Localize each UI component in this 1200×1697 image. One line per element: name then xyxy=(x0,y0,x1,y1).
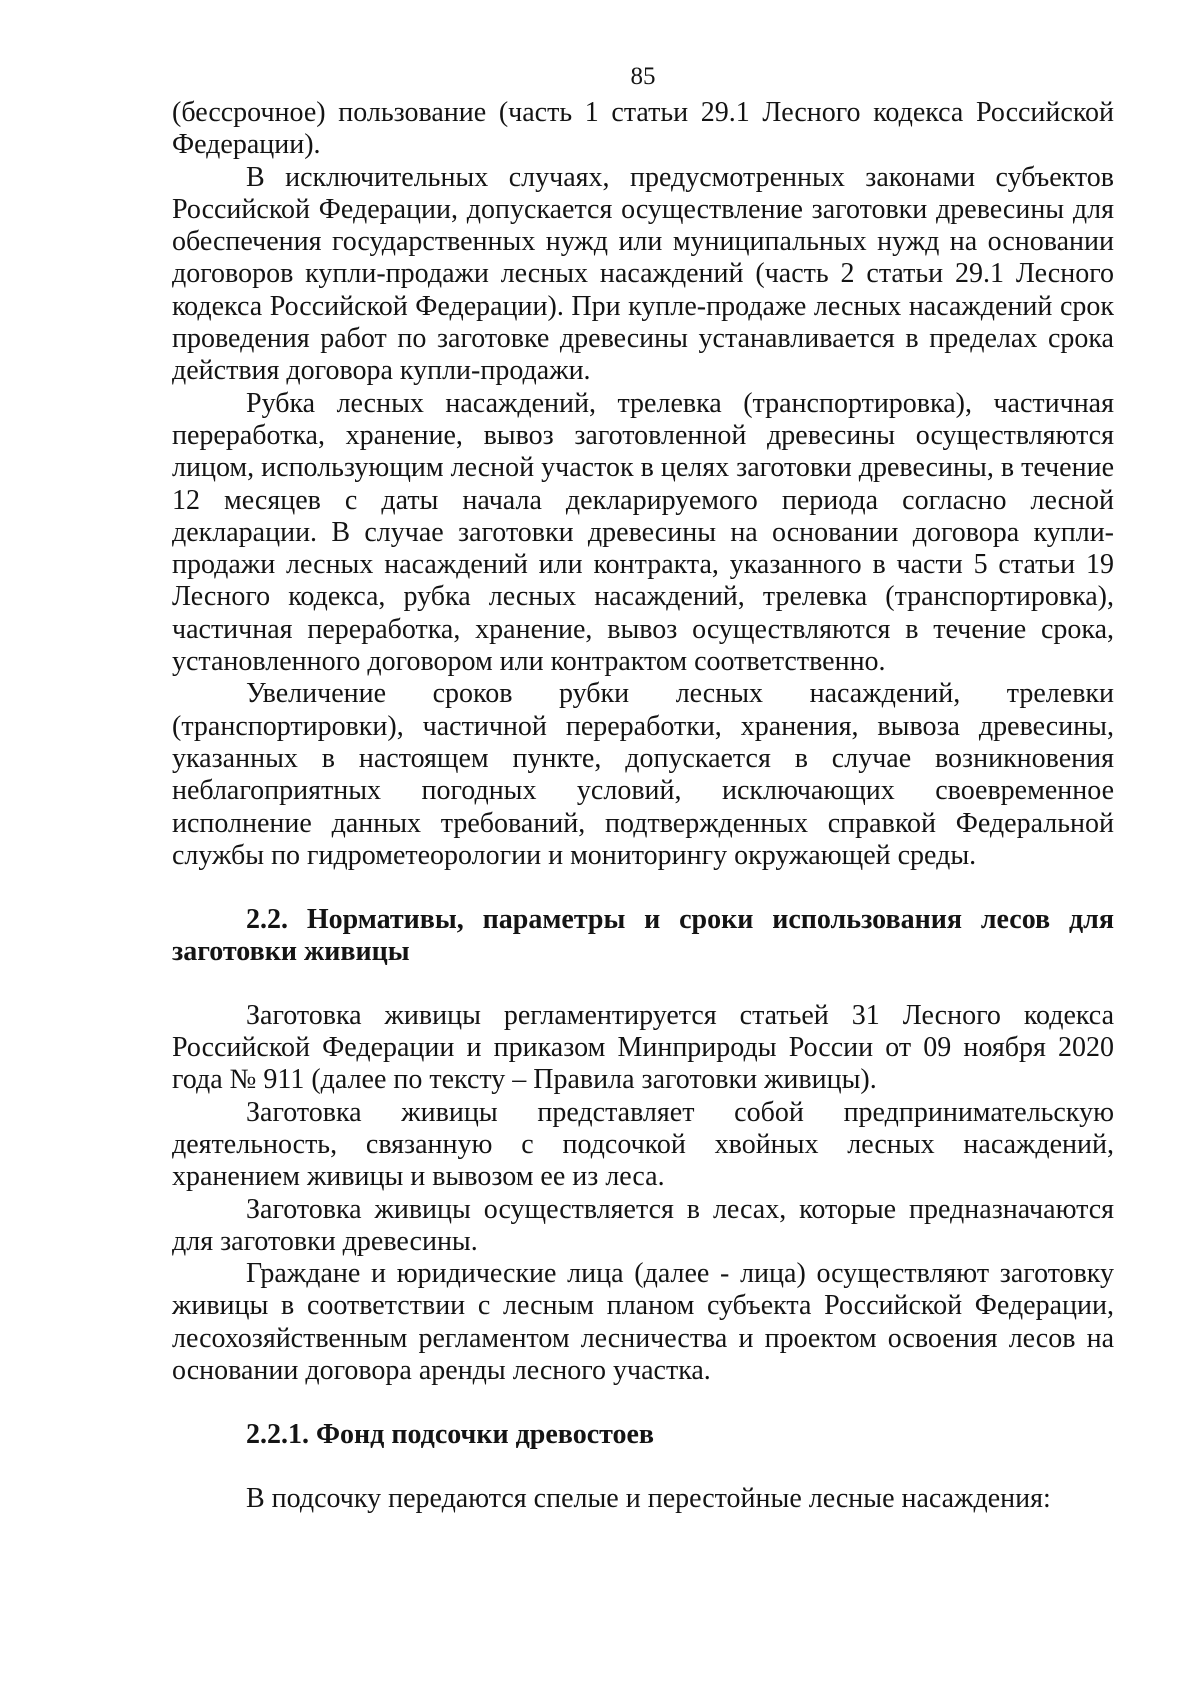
section-heading-2-2: 2.2. Нормативы, параметры и сроки использования лесов для заготовки живицы xyxy=(172,904,1114,968)
spacer xyxy=(172,1452,1114,1483)
paragraph-resin-forests: Заготовка живицы осуществляется в лесах, которые предназначаются для заготовки древесины. xyxy=(172,1193,1114,1257)
paragraph-resin-persons: Граждане и юридические лица (далее - лица) осуществляют заготовку живицы в соответствии с лесным планом субъекта Российской Федерации, лесохозяйственным регламентом лесничества и проектом освоения лесов на основании договора аренды лесного участка. xyxy=(172,1258,1114,1386)
paragraph-resin-definition: Заготовка живицы представляет собой предпринимательскую деятельность, связанную с подсочкой хвойных лесных насаждений, хранением живицы и вывозом ее из леса. xyxy=(172,1096,1114,1193)
spacer xyxy=(172,969,1114,1000)
page-number: 85 xyxy=(630,63,656,90)
spacer xyxy=(172,1387,1114,1419)
paragraph-continuation: (бессрочное) пользование (часть 1 статьи 29.1 Лесного кодекса Российской Федерации). xyxy=(172,97,1114,161)
paragraph-tapping-stands: В подсочку передаются спелые и перестойные лесные насаждения: xyxy=(246,1482,1051,1514)
spacer xyxy=(172,872,1114,904)
paragraph-felling-terms: Рубка лесных насаждений, трелевка (транспортировка), частичная переработка, хранение, вывоз заготовленной древесины осуществляются лицом, использующим лесной участок в целях заготовки древесины, в течение 12 месяцев с даты начала декларируемого периода согласно лесной декларации. В случае заготовки древесины на основании договора купли-продажи лесных насаждений или контракта, указанного в части 5 статьи 19 Лесного кодекса, рубка лесных насаждений, трелевка (транспортировка), частичная переработка, хранение, вывоз осуществляются в течение срока, установленного договором или контрактом соответственно. xyxy=(172,387,1114,678)
section-heading-2-2-1: 2.2.1. Фонд подсочки древостоев xyxy=(246,1419,655,1451)
paragraph-extension-terms: Увеличение сроков рубки лесных насаждений, трелевки (транспортировки), частичной переработки, хранения, вывоза древесины, указанных в настоящем пункте, допускается в случае возникновения неблагоприятных погодных условий, исключающих своевременное исполнение данных требований, подтвержденных справкой Федеральной службы по гидрометеорологии и мониторингу окружающей среды. xyxy=(172,678,1114,871)
paragraph-exceptional-cases: В исключительных случаях, предусмотренных законами субъектов Российской Федерации, допускается осуществление заготовки древесины для обеспечения государственных нужд или муниципальных нужд на основании договоров купли-продажи лесных насаждений (часть 2 статьи 29.1 Лесного кодекса Российской Федерации). При купле-продаже лесных насаждений срок проведения работ по заготовке древесины устанавливается в пределах срока действия договора купли-продажи. xyxy=(172,161,1114,387)
document-page xyxy=(172,62,1114,1515)
paragraph-resin-regulation: Заготовка живицы регламентируется статьей 31 Лесного кодекса Российской Федерации и приказом Минприроды России от 09 ноября 2020 года № 911 (далее по тексту – Правила заготовки живицы). xyxy=(172,999,1114,1096)
